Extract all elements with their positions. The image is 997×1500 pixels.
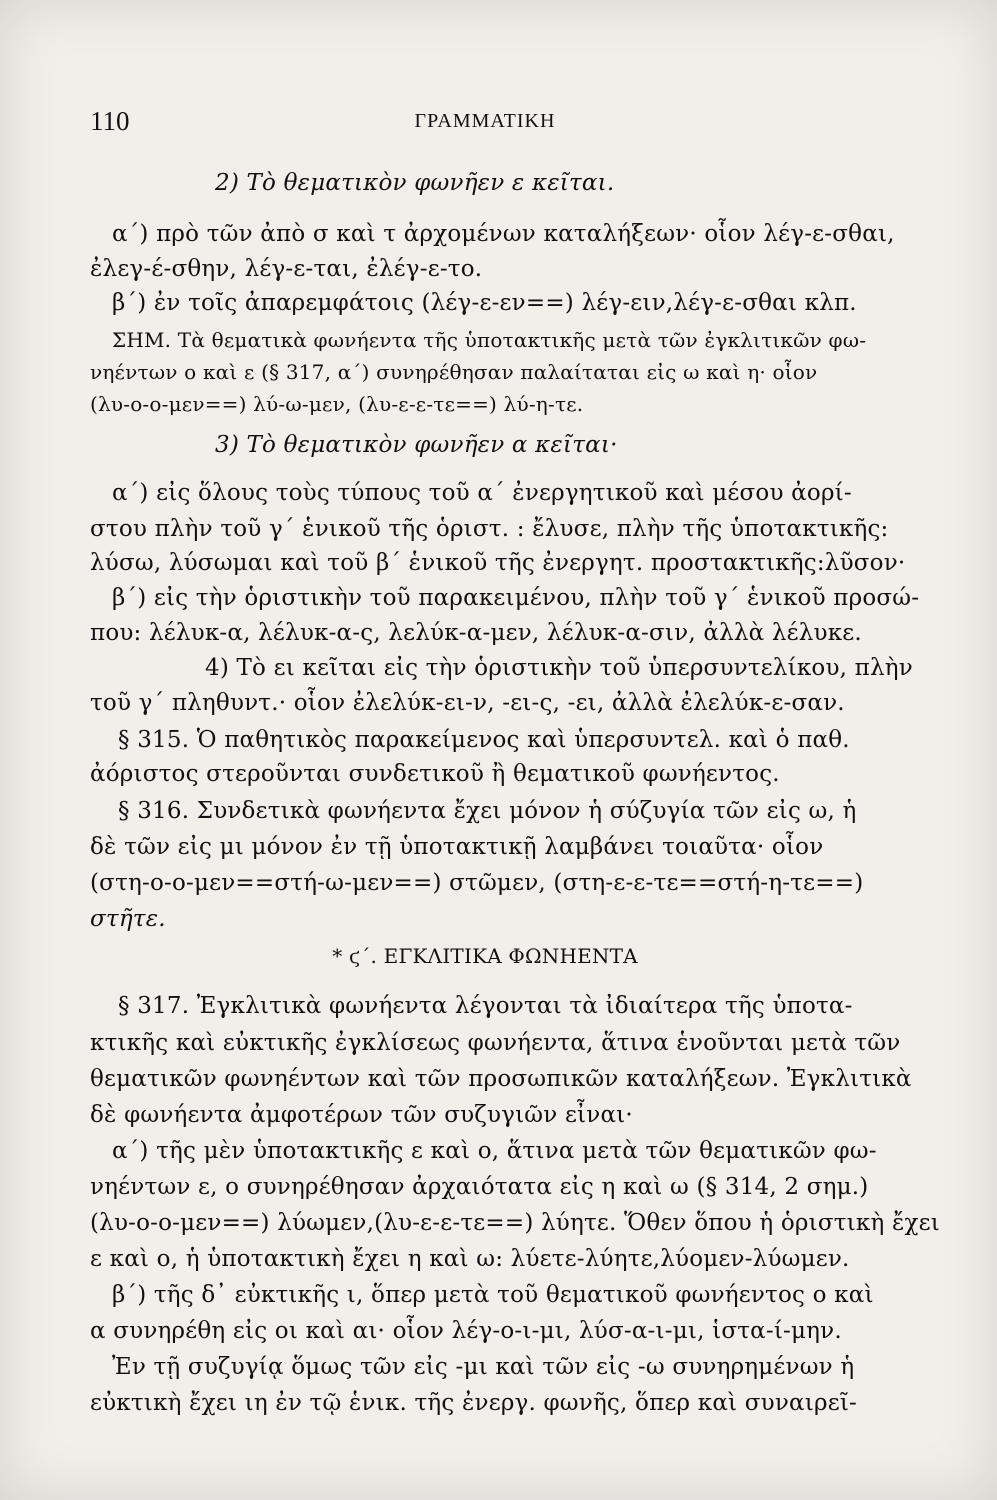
page-number: 110 [90,106,130,136]
subsection-heading: 3) Τὸ θεματικὸν φωνῆεν α κεῖται· [215,432,618,458]
text-line: ἀόριστος στεροῦνται συνδετικοῦ ἢ θεματικοῦ φωνήεντος. [90,761,780,787]
text-line: δὲ φωνήεντα ἀμφοτέρων τῶν συζυγιῶν εἶναι· [90,1102,633,1128]
text-line: στῆτε. [90,906,166,932]
section-316-line: § 316. Συνδετικὰ φωνήεντα ἔχει μόνον ἡ σύζυγία τῶν εἰς ω, ἡ [118,798,857,824]
text-line: (στη-ο-ο-μεν==στή-ω-μεν==) στῶμεν, (στη-ε-ε-τε==στή-η-τε==) [90,870,864,896]
text-line: α συνηρέθη εἰς οι καὶ αι· οἷον λέγ-ο-ι-μι, λύσ-α-ι-μι, ἱστα-ί-μην. [90,1318,842,1344]
note-line: (λυ-ο-ο-μεν==) λύ-ω-μεν, (λυ-ε-ε-τε==) λύ-η-τε. [90,392,584,416]
chapter-heading: * ϛ΄. ΕΓΚΛΙΤΙΚΑ ΦΩΝΗΕΝΤΑ [332,944,638,968]
text-line: εὐκτικὴ ἔχει ιη ἐν τῷ ἑνικ. τῆς ἐνεργ. φωνῆς, ὅπερ καὶ συναιρεῖ- [90,1390,858,1416]
text-line: νηέντων ε, ο συνηρέθησαν ἀρχαιότατα εἰς η καὶ ω (§ 314, 2 σημ.) [90,1174,869,1200]
text-line: β΄) εἰς τὴν ὁριστικὴν τοῦ παρακειμένου, πλὴν τοῦ γ΄ ἑνικοῦ προσώ- [112,585,920,611]
text-line: που: λέλυκ-α, λέλυκ-α-ς, λελύκ-α-μεν, λέλυκ-α-σιν, ἀλλὰ λέλυκε. [90,620,862,646]
text-line: α΄) τῆς μὲν ὑποτακτικῆς ε καὶ ο, ἅτινα μετὰ τῶν θεματικῶν φω- [112,1138,877,1164]
text-line: α΄) εἰς ὅλους τοὺς τύπους τοῦ α΄ ἐνεργητικοῦ καὶ μέσου ἀορί- [112,480,852,506]
note-line: νηέντων ο καὶ ε (§ 317, α΄) συνηρέθησαν παλαίταται εἰς ω καὶ η· οἷον [90,360,818,384]
text-line: τοῦ γ΄ πληθυντ.· οἷον ἐλελύκ-ει-ν, -ει-ς, -ει, ἀλλὰ ἐλελύκ-ε-σαν. [90,690,845,716]
text-line: ε καὶ ο, ἡ ὑποτακτικὴ ἔχει η καὶ ω: λύετε-λύητε,λύομεν-λύωμεν. [90,1246,850,1272]
text-line: θεματικῶν φωνηέντων καὶ τῶν προσωπικῶν καταλήξεων. Ἐγκλιτικὰ [90,1066,912,1092]
note-line: ΣΗΜ. Τὰ θεματικὰ φωνήεντα τῆς ὑποτακτικῆς μετὰ τῶν ἐγκλιτικῶν φω- [112,328,867,352]
text-line: 4) Τὸ ει κεῖται εἰς τὴν ὁριστικὴν τοῦ ὑπερσυντελίκου, πλὴν [205,655,913,681]
text-line: δὲ τῶν εἰς μι μόνον ἐν τῇ ὑποτακτικῇ λαμβάνει τοιαῦτα· οἷον [90,834,824,860]
text-line: α΄) πρὸ τῶν ἀπὸ σ καὶ τ ἀρχομένων καταλήξεων· οἷον λέγ-ε-σθαι, [112,221,895,247]
section-315-line: § 315. Ὁ παθητικὸς παρακείμενος καὶ ὑπερσυντελ. καὶ ὁ παθ. [118,727,850,753]
text-line: β΄) ἐν τοῖς ἀπαρεμφάτοις (λέγ-ε-εν==) λέγ-ειν,λέγ-ε-σθαι κλπ. [112,290,857,316]
text-line: Ἐν τῇ συζυγίᾳ ὅμως τῶν εἰς -μι καὶ τῶν εἰς -ω συνηρημένων ἡ [112,1354,855,1380]
running-title: ΓΡΑΜΜΑΤΙΚΗ [414,110,556,132]
text-line: κτικῆς καὶ εὐκτικῆς ἐγκλίσεως φωνήεντα, ἅτινα ἑνοῦνται μετὰ τῶν [90,1030,901,1056]
text-line: β΄) τῆς δ᾿ εὐκτικῆς ι, ὅπερ μετὰ τοῦ θεματικοῦ φωνήεντος ο καὶ [112,1282,874,1308]
subsection-heading: 2) Τὸ θεματικὸν φωνῆεν ε κεῖται. [215,170,615,196]
text-line: στου πλὴν τοῦ γ΄ ἑνικοῦ τῆς ὁριστ. : ἔλυσε, πλὴν τῆς ὑποτακτικῆς: [90,516,889,542]
section-317-line: § 317. Ἐγκλιτικὰ φωνήεντα λέγονται τὰ ἰδιαίτερα τῆς ὑποτα- [118,993,853,1019]
text-line: ἐλεγ-έ-σθην, λέγ-ε-ται, ἐλέγ-ε-το. [90,256,483,282]
text-line: (λυ-ο-ο-μεν==) λύωμεν,(λυ-ε-ε-τε==) λύητε. Ὅθεν ὅπου ἡ ὁριστικὴ ἔχει [90,1210,940,1236]
text-line: λύσω, λύσωμαι καὶ τοῦ β΄ ἑνικοῦ τῆς ἐνεργητ. προστακτικῆς:λῦσον· [90,550,906,576]
page-header [90,106,880,138]
